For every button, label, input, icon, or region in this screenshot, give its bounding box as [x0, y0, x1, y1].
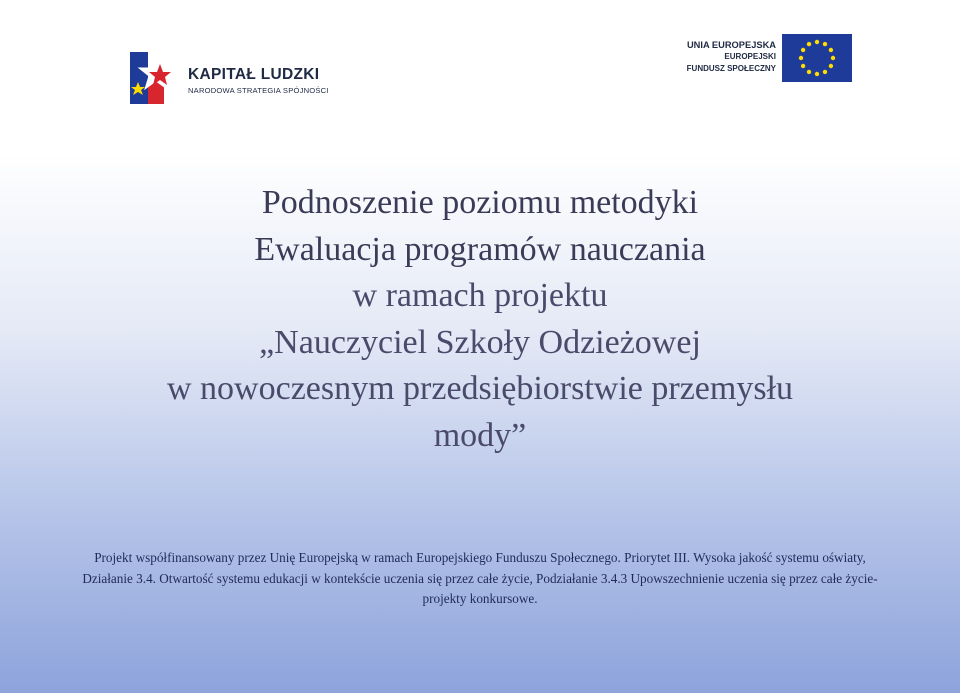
title-line-6: mody” — [433, 416, 527, 454]
slide-title — [0, 180, 960, 459]
title-line-4: „Nauczyciel Szkoły Odzieżowej — [259, 323, 701, 361]
funding-footnote: Projekt współfinansowany przez Unię Europejską w ramach Europejskiego Funduszu Społecznego. Priorytet III. Wysoka jakość systemu oświaty, Działanie 3.4. Otwartość systemu edukacji w kontekście uczenia się przez całe życie, Podziałanie 3.4.3 Upowszechnienie uczenia się przez całe życie- projekty konkursowe. — [82, 550, 878, 606]
eu-logo-line3: FUNDUSZ SPOŁECZNY — [686, 64, 776, 73]
eu-logo — [662, 22, 868, 98]
eu-logo-line2: EUROPEJSKI — [724, 52, 776, 61]
kapital-ludzki-title: KAPITAŁ LUDZKI — [188, 66, 320, 83]
kapital-ludzki-logo — [88, 14, 358, 134]
kapital-ludzki-subtitle: NARODOWA STRATEGIA SPÓJNOŚCI — [188, 86, 329, 95]
title-line-3: w ramach projektu — [352, 277, 608, 314]
kapital-ludzki-star-icon — [130, 52, 182, 104]
eu-flag-icon — [782, 34, 852, 82]
title-line-2: Ewaluacja programów nauczania — [254, 230, 706, 268]
eu-logo-line1: UNIA EUROPEJSKA — [686, 40, 776, 50]
eu-logo-text — [687, 39, 776, 75]
title-line-5: w nowoczesnym przedsiębiorstwie przemysłu — [167, 370, 793, 407]
title-line-1: Podnoszenie poziomu metodyki — [261, 184, 699, 221]
